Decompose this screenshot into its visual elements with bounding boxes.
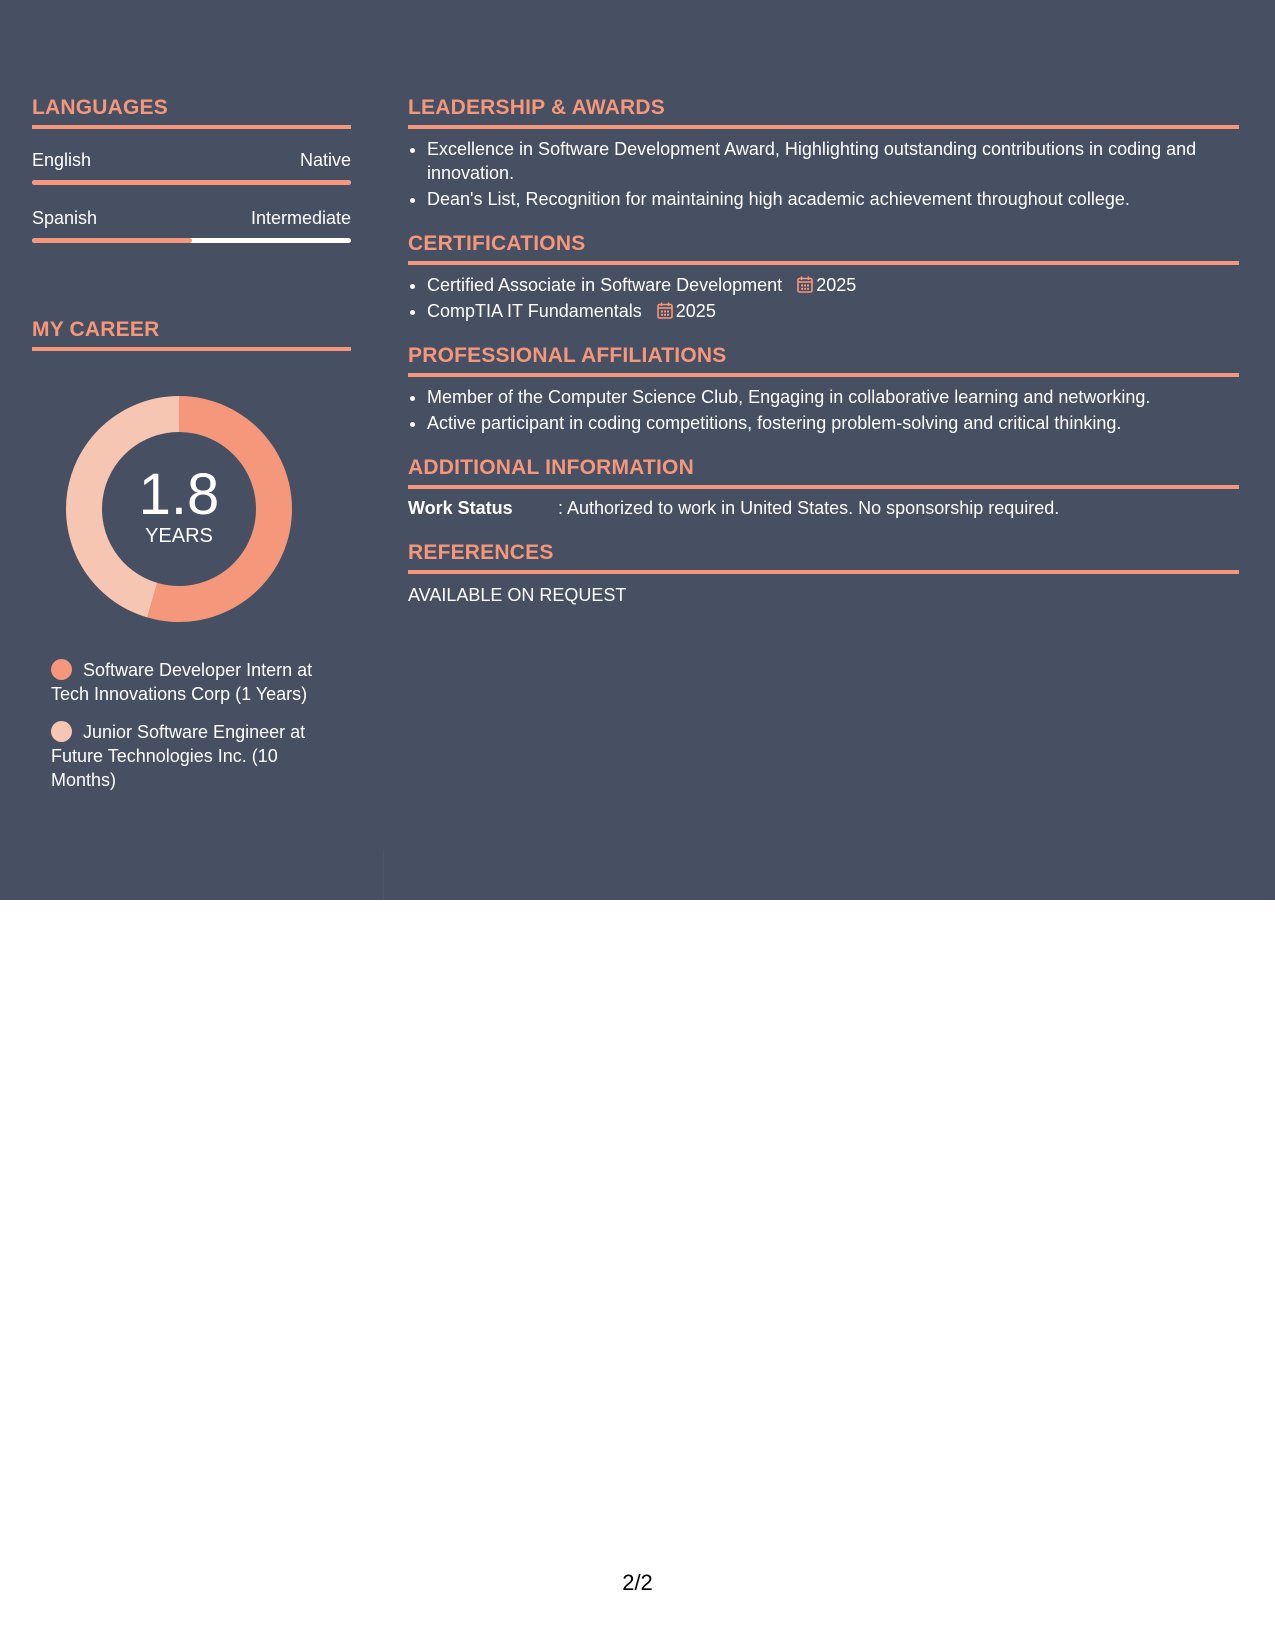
career-total-value: 1.8	[138, 462, 220, 527]
language-item-english	[32, 149, 351, 185]
references-title: REFERENCES	[408, 540, 1239, 574]
references-section	[408, 540, 1239, 607]
languages-section	[32, 95, 351, 243]
page-number: 2/2	[622, 1570, 653, 1595]
certification-name: Certified Associate in Software Development	[427, 275, 783, 295]
left-column	[32, 95, 351, 806]
work-status-value: : Authorized to work in United States. No sponsorship required.	[558, 498, 1060, 518]
career-title: MY CAREER	[32, 317, 351, 351]
affiliations-title: PROFESSIONAL AFFILIATIONS	[408, 343, 1239, 377]
references-text: AVAILABLE ON REQUEST	[408, 585, 627, 605]
legend-dot-icon	[51, 659, 72, 680]
right-column	[408, 95, 1239, 607]
career-legend-item	[51, 658, 331, 706]
certifications-title: CERTIFICATIONS	[408, 231, 1239, 265]
additional-info-section	[408, 455, 1239, 520]
leadership-title: LEADERSHIP & AWARDS	[408, 95, 1239, 129]
language-name: English	[32, 150, 92, 170]
list-item: • Active participant in coding competitions, fostering problem-solving and critical thinking.	[427, 411, 1239, 435]
column-divider	[383, 850, 384, 900]
career-entry-label: Junior Software Engineer at Future Technologies Inc. (10 Months)	[51, 722, 306, 790]
affiliations-list	[408, 385, 1239, 435]
career-total-unit: YEARS	[145, 525, 213, 547]
language-proficiency-bar	[32, 180, 351, 185]
language-proficiency-bar	[32, 238, 351, 243]
certifications-list	[408, 273, 1239, 323]
language-proficiency-fill	[32, 238, 192, 243]
languages-title: LANGUAGES	[32, 95, 351, 129]
career-entry-label: Software Developer Intern at Tech Innovations Corp (1 Years)	[51, 660, 313, 704]
language-level: Native	[299, 150, 351, 170]
career-section	[32, 317, 351, 792]
language-item-spanish	[32, 207, 351, 243]
language-level: Intermediate	[250, 208, 351, 228]
list-item: • Excellence in Software Development Award, Highlighting outstanding contributions in coding and innovation.	[427, 137, 1239, 185]
calendar-icon	[657, 302, 673, 319]
affiliations-section	[408, 343, 1239, 435]
career-donut-chart	[66, 396, 292, 622]
certifications-section	[408, 231, 1239, 323]
certification-name: CompTIA IT Fundamentals	[427, 301, 642, 321]
certification-year: 2025	[675, 301, 716, 321]
career-legend	[51, 658, 351, 792]
work-status-label: Work Status	[408, 498, 513, 518]
list-item: • Dean's List, Recognition for maintaining high academic achievement throughout college.	[427, 187, 1239, 211]
career-legend-item	[51, 720, 331, 792]
list-item: • Member of the Computer Science Club, Engaging in collaborative learning and networking.	[427, 385, 1239, 409]
leadership-list	[408, 137, 1239, 211]
legend-dot-icon	[51, 721, 72, 742]
additional-info-title: ADDITIONAL INFORMATION	[408, 455, 1239, 489]
list-item	[427, 299, 1239, 323]
calendar-icon	[797, 276, 813, 293]
list-item	[427, 273, 1239, 297]
language-name: Spanish	[32, 208, 98, 228]
leadership-section	[408, 95, 1239, 211]
language-proficiency-fill	[32, 180, 351, 185]
work-status-row	[408, 496, 1239, 520]
certification-year: 2025	[816, 275, 857, 295]
